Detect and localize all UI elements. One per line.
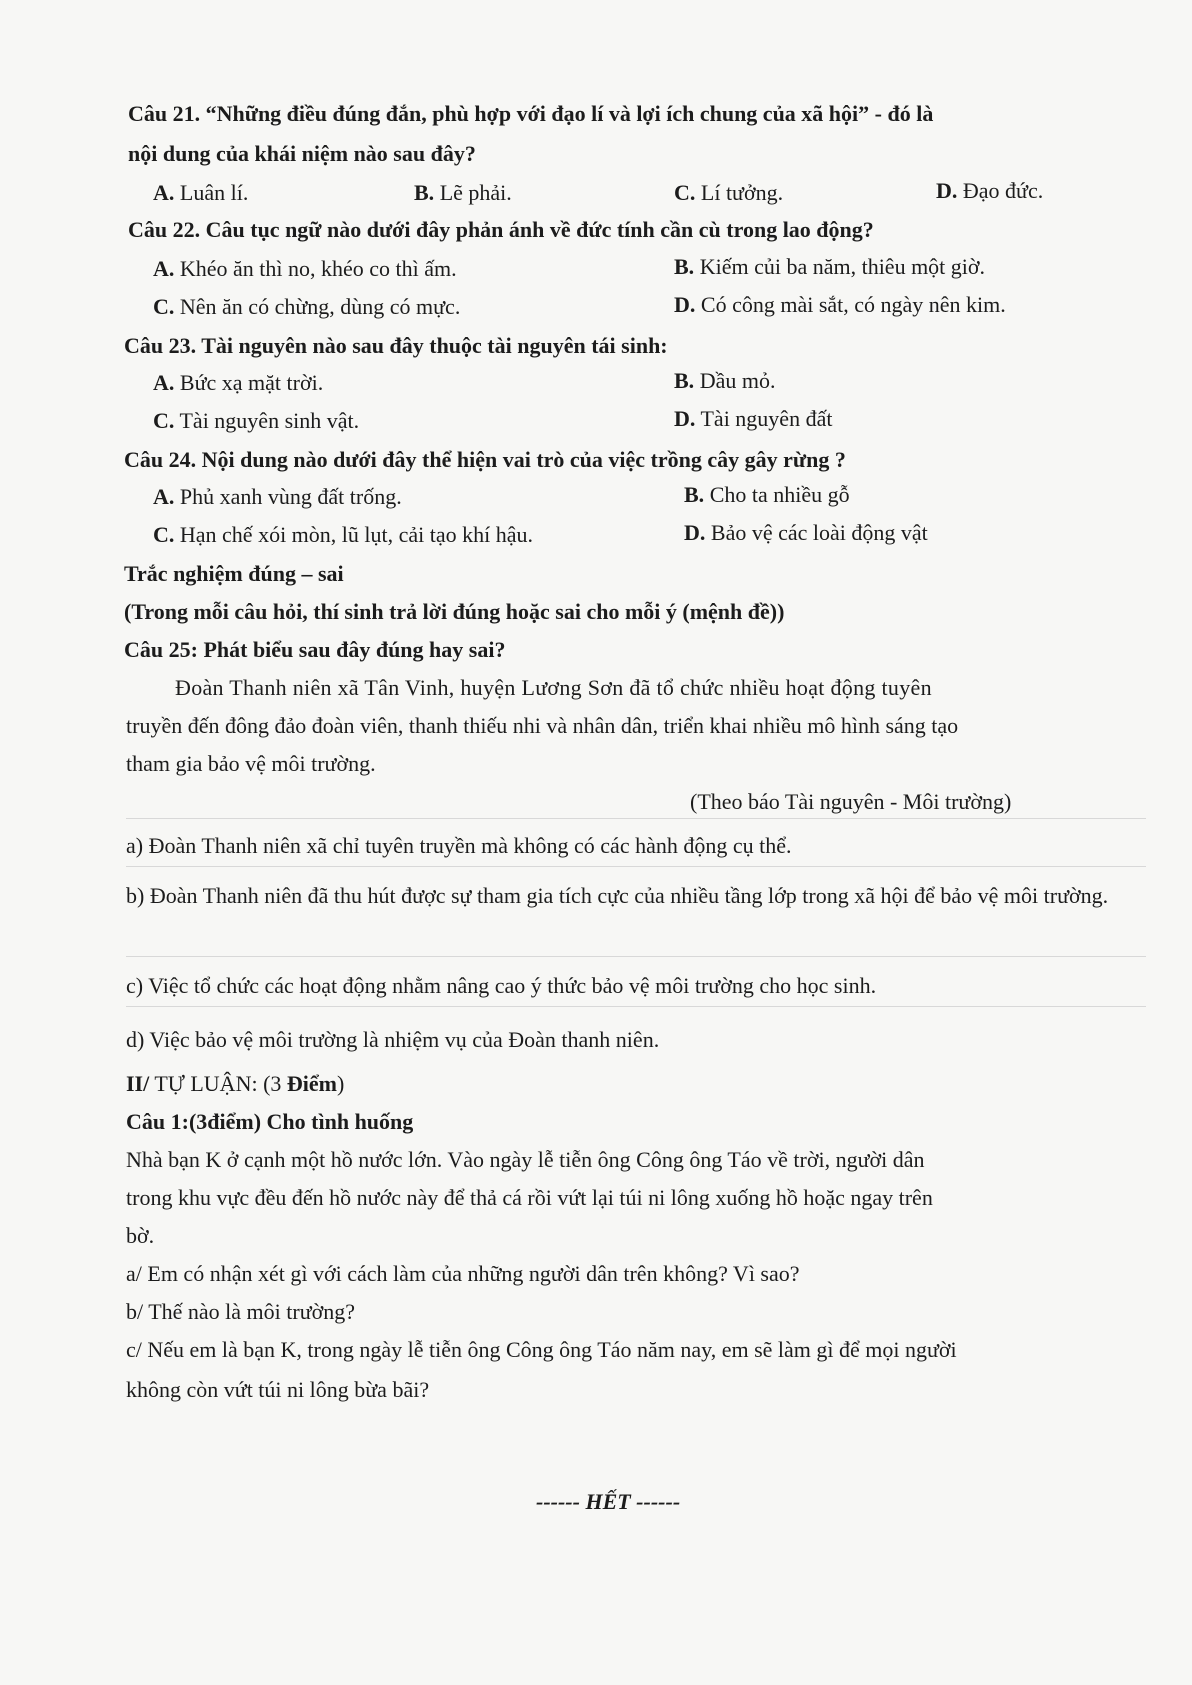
essay-scenario-line3: bờ. bbox=[126, 1223, 155, 1248]
truefalse-instruction: (Trong mỗi câu hỏi, thí sinh trả lời đúng hoặc sai cho mỗi ý (mệnh đề)) bbox=[124, 599, 785, 624]
option-text: Hạn chế xói mòn, lũ lụt, cải tạo khí hậu. bbox=[174, 522, 534, 547]
option-text: Khéo ăn thì no, khéo co thì ấm. bbox=[174, 256, 457, 281]
option-letter: D. bbox=[936, 178, 958, 203]
divider bbox=[126, 956, 1146, 957]
option-text: Bức xạ mặt trời. bbox=[174, 370, 324, 395]
essay-question-c-line2: không còn vứt túi ni lông bừa bãi? bbox=[126, 1377, 430, 1402]
q23-option-c bbox=[153, 402, 359, 440]
option-text: Có công mài sắt, có ngày nên kim. bbox=[695, 292, 1006, 317]
option-text: Lẽ phải. bbox=[434, 180, 512, 205]
q25-title: Câu 25: Phát biểu sau đây đúng hay sai? bbox=[124, 637, 506, 662]
option-letter: C. bbox=[153, 522, 175, 547]
q21-option-a bbox=[153, 174, 248, 212]
q25-statement-d: d) Việc bảo vệ môi trường là nhiệm vụ của Đoàn thanh niên. bbox=[126, 1027, 660, 1052]
q22-option-c bbox=[153, 288, 460, 326]
end-marker: ------ HẾT ------ bbox=[536, 1489, 681, 1514]
option-letter: A. bbox=[153, 484, 175, 509]
option-text: Nên ăn có chừng, dùng có mực. bbox=[174, 294, 461, 319]
option-letter: A. bbox=[153, 180, 175, 205]
divider bbox=[126, 866, 1146, 867]
q21-title-line1: Câu 21. “Những điều đúng đắn, phù hợp với đạo lí và lợi ích chung của xã hội” - đó là bbox=[128, 101, 934, 126]
option-letter: B. bbox=[684, 482, 705, 507]
q21-option-b bbox=[414, 174, 512, 212]
q23-option-d bbox=[674, 400, 832, 438]
q25-passage-line2: truyền đến đông đảo đoàn viên, thanh thiếu nhi và nhân dân, triển khai nhiều mô hình sáng tạo bbox=[126, 713, 959, 738]
q23-option-a bbox=[153, 364, 323, 402]
q25-passage-line3: tham gia bảo vệ môi trường. bbox=[126, 751, 376, 776]
q21-option-c bbox=[674, 174, 783, 212]
divider bbox=[126, 818, 1146, 819]
essay-q1-title: Câu 1:(3điểm) Cho tình huống bbox=[126, 1109, 414, 1134]
essay-question-c-line1: c/ Nếu em là bạn K, trong ngày lễ tiễn ông Công ông Táo năm nay, em sẽ làm gì để mọi người bbox=[126, 1337, 957, 1362]
option-letter: A. bbox=[153, 370, 175, 395]
divider bbox=[126, 1006, 1146, 1007]
truefalse-heading: Trắc nghiệm đúng – sai bbox=[124, 561, 344, 586]
q23-title: Câu 23. Tài nguyên nào sau đây thuộc tài nguyên tái sinh: bbox=[124, 333, 668, 358]
option-text: Dầu mỏ. bbox=[694, 368, 776, 393]
option-text: Tài nguyên đất bbox=[695, 406, 833, 431]
option-letter: C. bbox=[153, 294, 175, 319]
q25-source: (Theo báo Tài nguyên - Môi trường) bbox=[690, 789, 1012, 814]
q22-option-a bbox=[153, 250, 457, 288]
q24-title: Câu 24. Nội dung nào dưới đây thể hiện vai trò của việc trồng cây gây rừng ? bbox=[124, 447, 846, 472]
q21-option-d bbox=[936, 172, 1043, 210]
essay-scenario-line2: trong khu vực đều đến hồ nước này để thả cá rồi vứt lại túi ni lông xuống hồ hoặc ngay trên bbox=[126, 1185, 933, 1210]
essay-question-b: b/ Thế nào là môi trường? bbox=[126, 1299, 356, 1324]
q23-option-b bbox=[674, 362, 775, 400]
essay-heading bbox=[126, 1064, 344, 1104]
option-text: Cho ta nhiều gỗ bbox=[704, 482, 850, 507]
q25-statement-c: c) Việc tổ chức các hoạt động nhằm nâng cao ý thức bảo vệ môi trường cho học sinh. bbox=[126, 973, 877, 998]
heading-points: Điểm bbox=[286, 1071, 337, 1096]
option-letter: D. bbox=[684, 520, 706, 545]
q25-passage-line1: Đoàn Thanh niên xã Tân Vinh, huyện Lương Sơn đã tổ chức nhiều hoạt động tuyên bbox=[175, 675, 932, 700]
option-text: Kiếm củi ba năm, thiêu một giờ. bbox=[694, 254, 986, 279]
q25-statement-b: b) Đoàn Thanh niên đã thu hút được sự tham gia tích cực của nhiều tầng lớp trong xã hội để bảo vệ môi trường. bbox=[126, 883, 1109, 908]
option-letter: A. bbox=[153, 256, 175, 281]
option-letter: B. bbox=[674, 368, 695, 393]
option-text: Đạo đức. bbox=[957, 178, 1044, 203]
option-letter: C. bbox=[153, 408, 175, 433]
option-text: Lí tưởng. bbox=[695, 180, 784, 205]
option-text: Luân lí. bbox=[174, 180, 249, 205]
option-letter: C. bbox=[674, 180, 696, 205]
option-letter: B. bbox=[414, 180, 435, 205]
q24-option-d bbox=[684, 514, 928, 552]
heading-text: TỰ LUẬN: (3 bbox=[149, 1071, 287, 1096]
essay-question-a: a/ Em có nhận xét gì với cách làm của những người dân trên không? Vì sao? bbox=[126, 1261, 800, 1286]
q22-title: Câu 22. Câu tục ngữ nào dưới đây phản ánh về đức tính cần cù trong lao động? bbox=[128, 217, 874, 242]
q21-title-line2: nội dung của khái niệm nào sau đây? bbox=[128, 141, 476, 166]
q22-option-d bbox=[674, 286, 1006, 324]
q22-option-b bbox=[674, 248, 985, 286]
heading-roman: II/ bbox=[126, 1071, 150, 1096]
option-letter: D. bbox=[674, 292, 696, 317]
option-letter: D. bbox=[674, 406, 696, 431]
option-letter: B. bbox=[674, 254, 695, 279]
q24-option-c bbox=[153, 516, 533, 554]
essay-scenario-line1: Nhà bạn K ở cạnh một hồ nước lớn. Vào ngày lễ tiễn ông Công ông Táo về trời, người dân bbox=[126, 1147, 925, 1172]
q24-option-a bbox=[153, 478, 402, 516]
q24-option-b bbox=[684, 476, 850, 514]
option-text: Phủ xanh vùng đất trống. bbox=[174, 484, 402, 509]
option-text: Tài nguyên sinh vật. bbox=[174, 408, 360, 433]
q25-statement-a: a) Đoàn Thanh niên xã chỉ tuyên truyền mà không có các hành động cụ thể. bbox=[126, 833, 792, 858]
option-text: Bảo vệ các loài động vật bbox=[705, 520, 928, 545]
heading-close: ) bbox=[337, 1071, 345, 1096]
